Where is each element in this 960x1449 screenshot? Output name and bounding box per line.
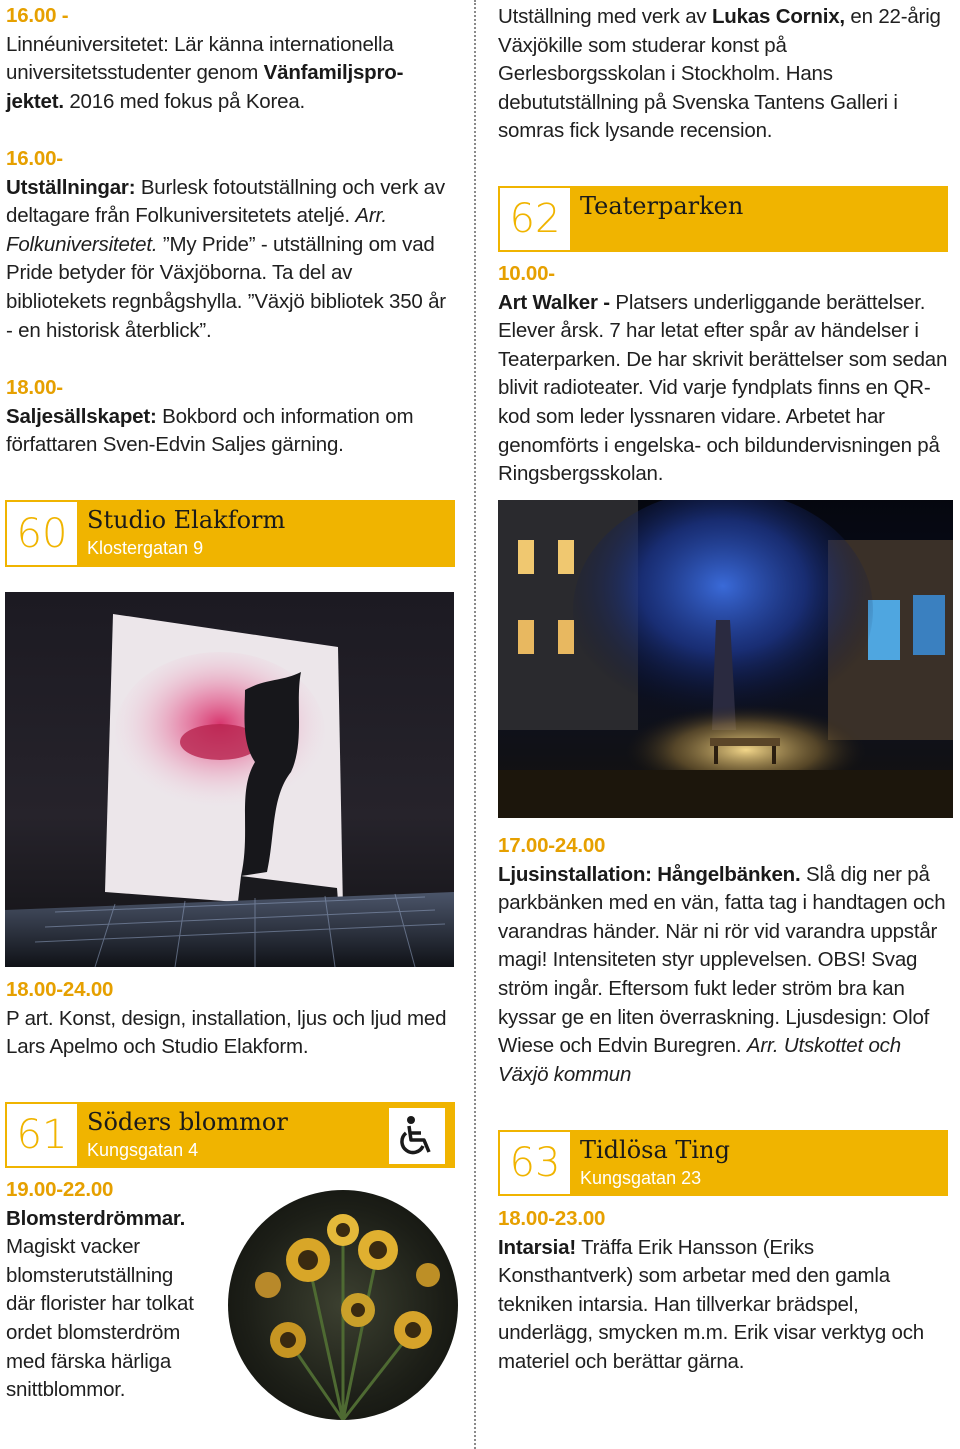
venue-title: Söders blommor (87, 1108, 288, 1136)
event-time: 18.00-23.00 (498, 1207, 606, 1230)
night-park-illustration (498, 500, 953, 818)
event-vanfamilj: 16.00 - Linnéuniversitetet: Lär känna internationella universitetsstudenter genom Vänfamiljspro-jektet. 2016 med fokus på Korea. (6, 2, 461, 116)
venue-title: Studio Elakform (87, 506, 286, 534)
venue-number: 60 (7, 502, 77, 565)
event-intarsia: 18.00-23.00 Intarsia! Träffa Erik Hansson (Eriks Konsthantverk) som arbetar med den gamla tekniken intarsia. Han tillverkar brädspel, underlägg, smycken m.m. Erik visar verktyg och materiel och berättar gärna. (498, 1205, 953, 1377)
venue-number: 62 (500, 188, 570, 250)
event-time: 16.00 - (6, 4, 69, 27)
venue-header-61 (5, 1102, 455, 1168)
venue-number: 61 (7, 1104, 77, 1166)
wheelchair-icon (389, 1108, 445, 1164)
event-time: 10.00- (498, 262, 555, 285)
column-divider (474, 0, 476, 1449)
venue-header-63 (498, 1130, 948, 1196)
venue-address: Klostergatan 9 (87, 538, 204, 558)
venue-number: 63 (500, 1132, 570, 1194)
sunflowers-illustration (228, 1190, 458, 1420)
venue-title: Teaterparken (580, 192, 744, 220)
event-blomsterdrommar: 19.00-22.00 Blomsterdrömmar. Magiskt vacker blomsterutställning där florister har tolkat ordet blomsterdröm med färska härliga snittblommor. (6, 1176, 461, 1405)
event-time: 18.00- (6, 376, 63, 399)
venue-address: Kungsgatan 23 (580, 1168, 702, 1188)
venue-header-62 (498, 186, 948, 252)
flower-photo (228, 1190, 458, 1420)
event-time: 19.00-22.00 (6, 1178, 114, 1201)
event-p-art: 18.00-24.00 P art. Konst, design, installation, ljus och ljud med Lars Apelmo och Studio Elakform. (6, 976, 461, 1062)
installation-photo (5, 592, 454, 967)
intro-lukas-cornix: Utställning med verk av Lukas Cornix, en 22-årig Växjökille som studerar konst på Gerlesborgsskolan i Stockholm. Hans debututställning på Svenska Tantens Galleri i somras fick lysande recension. (498, 5, 941, 143)
event-time: 18.00-24.00 (6, 978, 114, 1001)
event-time: 17.00-24.00 (498, 834, 606, 857)
venue-title: Tidlösa Ting (580, 1136, 730, 1164)
teaterparken-photo (498, 500, 953, 818)
event-saljesallskapet: 18.00- Saljesällskapet: Bokbord och information om författaren Sven-Edvin Saljes gärning. (6, 374, 461, 460)
event-art-walker: 10.00- Art Walker - Platsers underliggande berättelser. Elever årsk. 7 har letat efter spår av händelser i Teaterparken. De har skrivit berättelser som sedan blivit radioteater. Vid varje fyndplats finns en QR-kod som leder lyssnaren vidare. Arbetet har genomförts i engelska- och bildundervisningen på Ringsbergsskolan. (498, 260, 953, 489)
event-time: 16.00- (6, 147, 63, 170)
venue-address: Kungsgatan 4 (87, 1140, 199, 1160)
installation-illustration (5, 592, 454, 967)
event-utstallningar: 16.00- Utställningar: Burlesk fotoutställning och verk av deltagare från Folkuniversitetets ateljé. Arr. Folkuniversitetet. ”My Pride” - utställning om vad Pride betyder för Växjöborna. Ta del av bibliotekets regnbågshylla. ”Växjö bibliotek 350 år - en historisk återblick”. (6, 145, 456, 345)
venue-header-60 (5, 500, 455, 567)
event-hangelbanken: 17.00-24.00 Ljusinstallation: Hångelbänken. Slå dig ner på parkbänken med en vän, fatta tag i handtagen och varandras händer. När ni rör vid varandra uppstår magi! Intensiteten styr upplevelsen. OBS! Svag ström ingår. Eftersom fukt leder ström bra kan kyssar ge en liten överraskning. Ljusdesign: Olof Wiese och Edvin Buregren. Arr. Utskottet och Växjö kommun (498, 832, 953, 1089)
